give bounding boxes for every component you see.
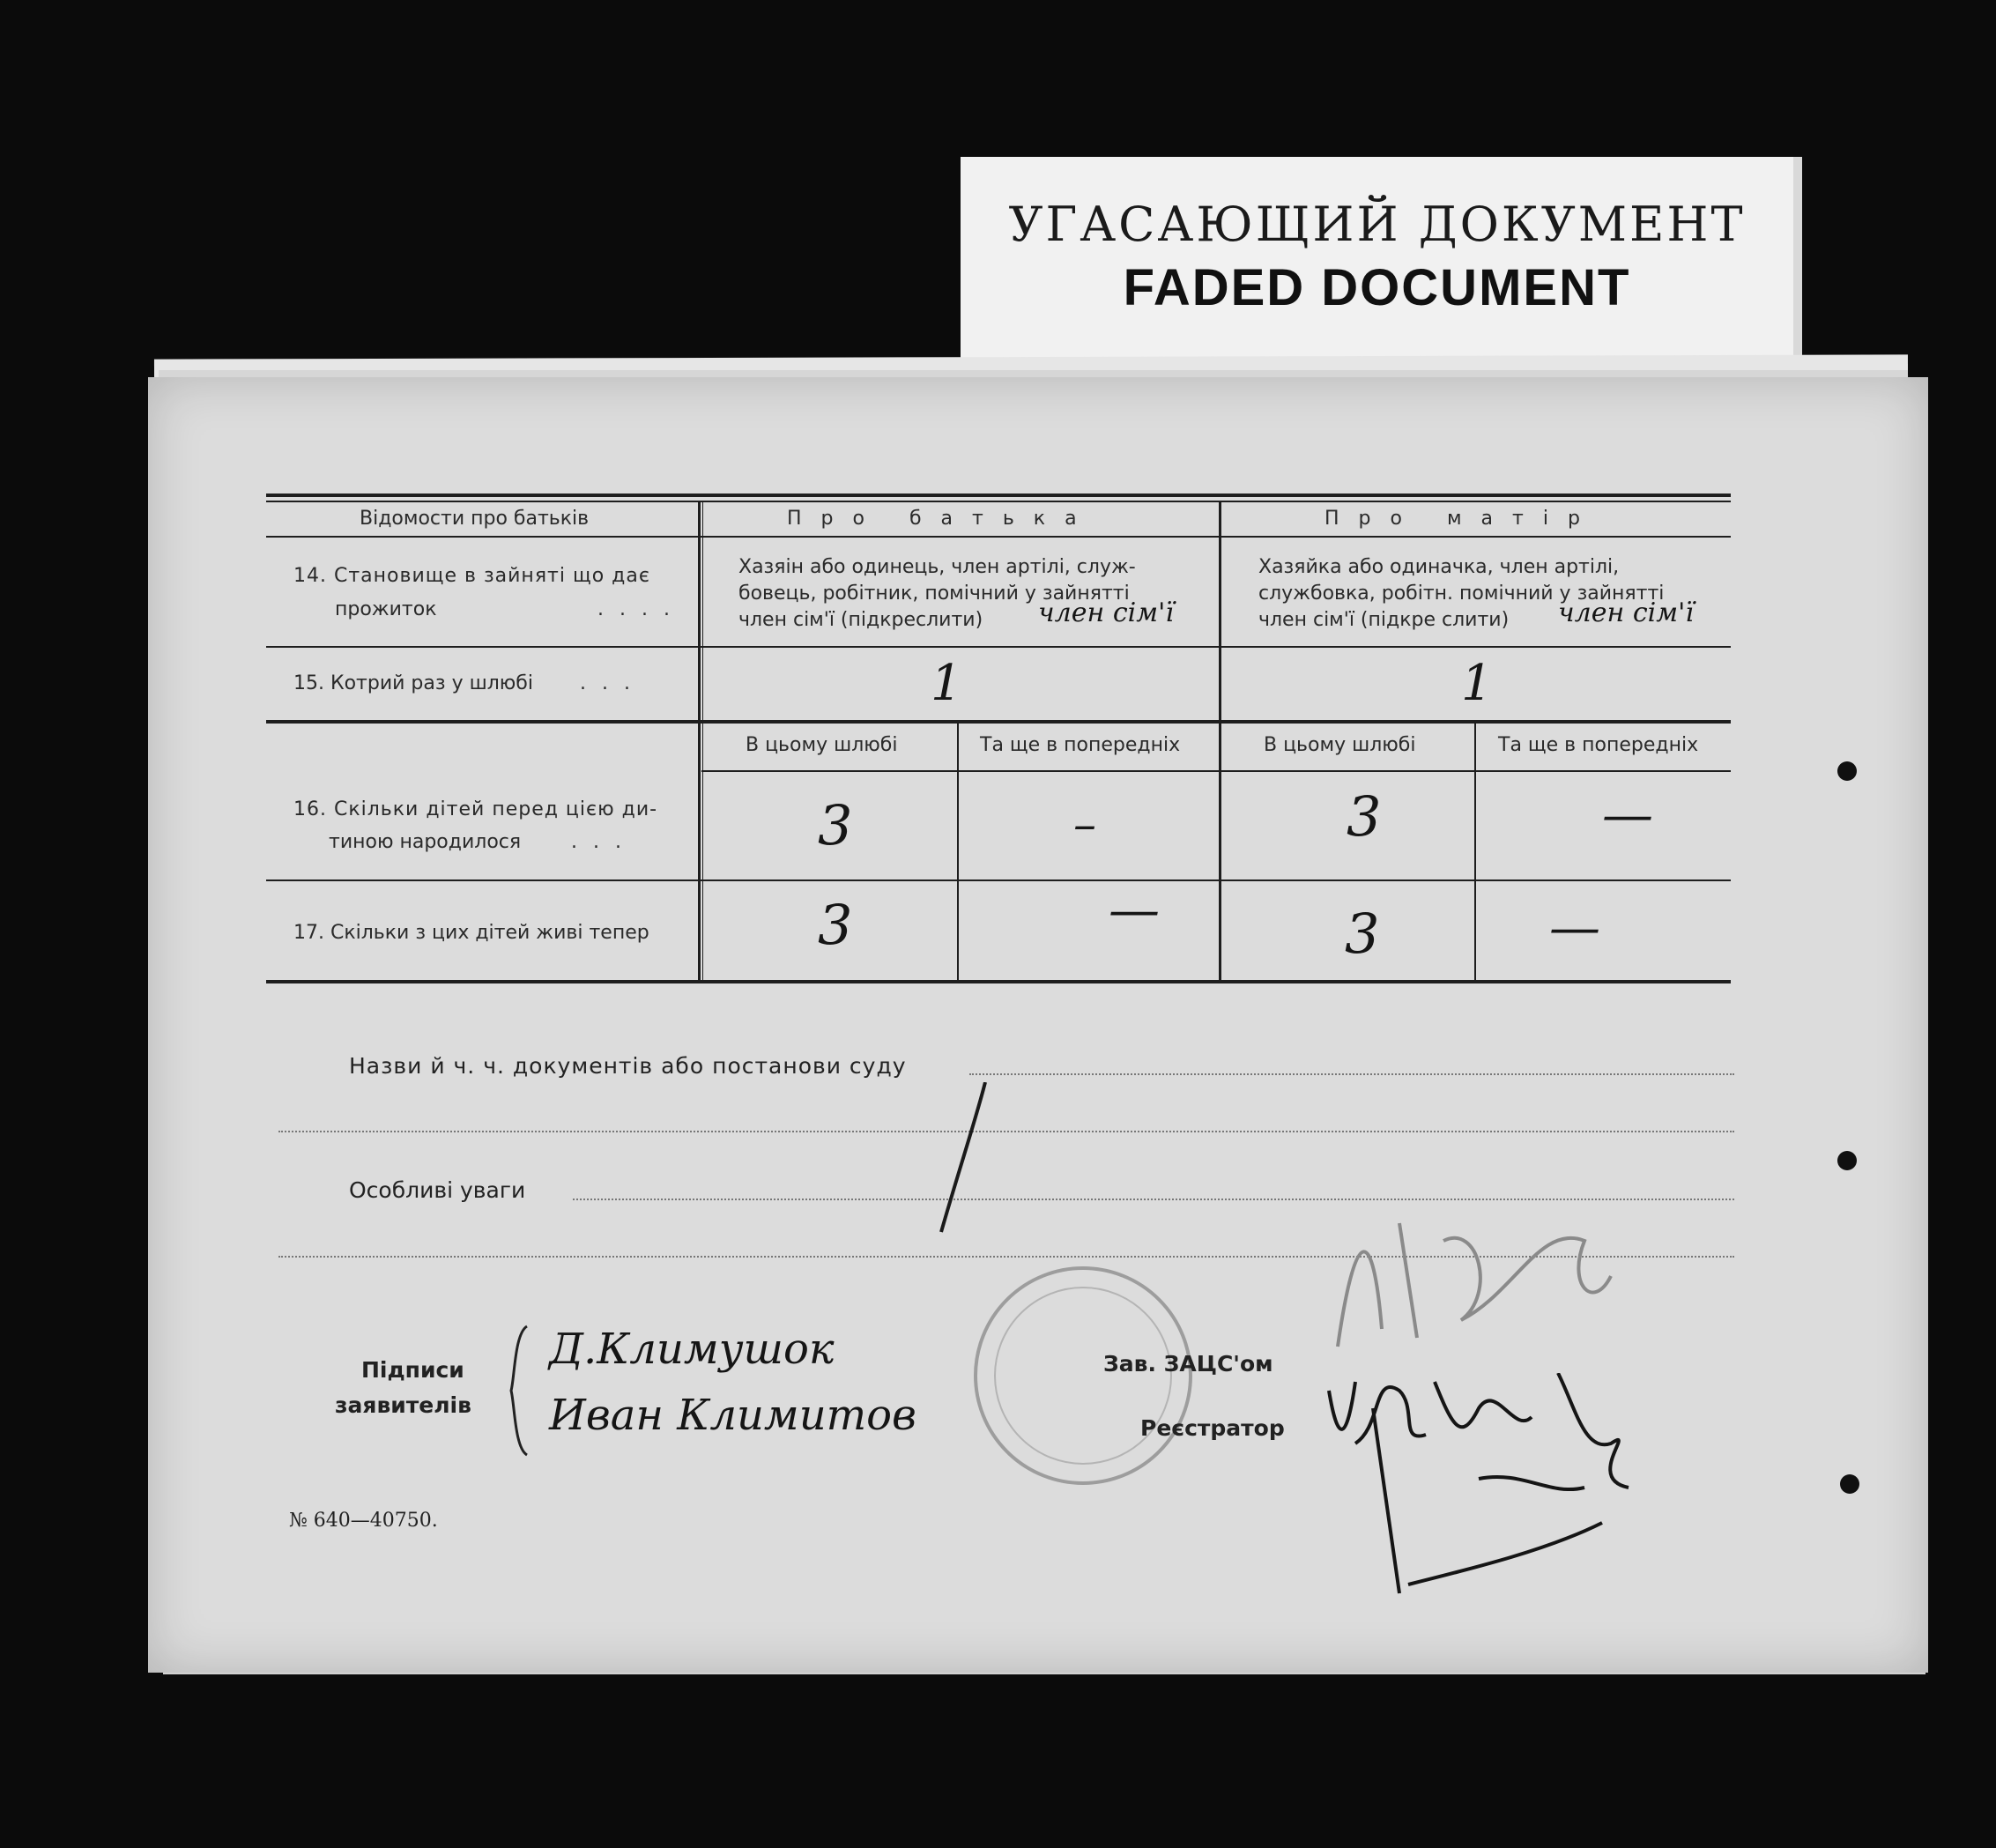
row17-mother-this: 3 — [1345, 902, 1380, 966]
binder-hole — [1837, 1151, 1857, 1170]
row16-father-previous: – — [1073, 798, 1096, 851]
subheader-father-previous: Та ще в попередніх — [980, 734, 1181, 756]
row17-father-this: 3 — [818, 893, 853, 957]
handwritten-dash-mark — [924, 1082, 1029, 1241]
row17-mother-previous: — — [1549, 897, 1600, 957]
remarks-field-label: Особливі уваги — [349, 1177, 526, 1203]
head-of-registry-label: Зав. ЗАЦС'ом — [1103, 1351, 1273, 1377]
row17-father-previous: — — [1109, 879, 1160, 939]
binder-hole — [1837, 761, 1857, 781]
banner-title-english: FADED DOCUMENT — [1123, 259, 1631, 316]
row16-mother-previous: — — [1602, 784, 1653, 844]
row14-father-handwritten: член сім'ї — [1038, 597, 1174, 628]
form-page: Відомости про батьків Про батька Про матір 14. Становище в зайняті що дає прожиток .... Хазяін або одинець, член артілі, служ- бовець, робітник, помічний у зайнятті член сім'ї (підкреслити) член сім'ї Хазяйка або одиначка, член артілі, службовка, робітн. помічний у зайнятті член сім'ї (підкре слити) член сім'ї 15. Котрий раз у шлюбі ... 1 1 В цьому шлюбі Та ще в попередніх В цьому шлюбі Та ще в попередніх 16. Скільки дітей перед цією ди- тиною народилося ... 3 – 3 — 17. Скільки з цих дітей живі тепер 3 — 3 — Назви й ч. ч. документів або постанови суду Особливі уваги Підписи заявителів Д.Климушок Иван Климитов Зав. ЗАЦС'ом Реєстратор № 640—40750. — [148, 377, 1928, 1673]
row17-label: 17. Скільки з цих дітей живі тепер — [293, 922, 649, 944]
row14-father-line3: член сім'ї (підкреслити) — [738, 609, 983, 631]
row15-father-value: 1 — [931, 655, 962, 712]
header-about-mother: Про матір — [1324, 508, 1599, 530]
subheader-father-this-marriage: В цьому шлюбі — [746, 734, 898, 756]
subheader-mother-previous: Та ще в попередніх — [1498, 734, 1699, 756]
subheader-mother-this-marriage: В цьому шлюбі — [1264, 734, 1416, 756]
row15-mother-value: 1 — [1461, 655, 1493, 712]
row16-label-line2: тиною народилося — [329, 831, 522, 853]
row14-mother-line2: службовка, робітн. помічний у зайнятті — [1258, 583, 1665, 605]
banner-title-russian: УГАСАЮЩИЙ ДОКУМЕНТ — [1008, 197, 1746, 252]
row14-mother-line3: член сім'ї (підкре слити) — [1258, 609, 1510, 631]
registrar-label: Реєстратор — [1140, 1415, 1285, 1441]
row16-father-this: 3 — [818, 793, 853, 857]
row14-mother-handwritten: член сім'ї — [1558, 597, 1694, 628]
faded-document-banner — [961, 157, 1802, 360]
header-parents-info: Відомости про батьків — [360, 508, 590, 530]
row14-father-line1: Хазяін або одинець, член артілі, служ- — [738, 556, 1136, 578]
row14-mother-line1: Хазяйка або одиначка, член артілі, — [1258, 556, 1620, 578]
applicant-signature-1: Д.Климушок — [549, 1325, 835, 1374]
head-signature-faint — [1320, 1188, 1620, 1364]
header-about-father: Про батька — [787, 508, 1096, 530]
row14-label-line1: 14. Становище в зайняті що дає — [293, 565, 650, 587]
row14-label-line2: прожиток — [335, 598, 437, 620]
applicant-signature-2: Иван Климитов — [549, 1391, 916, 1440]
row16-mother-this: 3 — [1347, 784, 1382, 849]
applicants-signature-label-line1: Підписи — [361, 1357, 464, 1383]
documents-field-label: Назви й ч. ч. документів або постанови суду — [349, 1053, 907, 1079]
registrar-signature — [1320, 1373, 1655, 1602]
applicants-signature-label-line2: заявителів — [335, 1392, 471, 1418]
row14-father-line2: бовець, робітник, помічний у зайнятті — [738, 583, 1130, 605]
signature-bracket — [508, 1325, 534, 1457]
form-number: № 640—40750. — [289, 1510, 438, 1532]
row15-label: 15. Котрий раз у шлюбі — [293, 672, 533, 694]
binder-hole — [1840, 1474, 1859, 1494]
row16-label-line1: 16. Скільки дітей перед цією ди- — [293, 798, 658, 820]
